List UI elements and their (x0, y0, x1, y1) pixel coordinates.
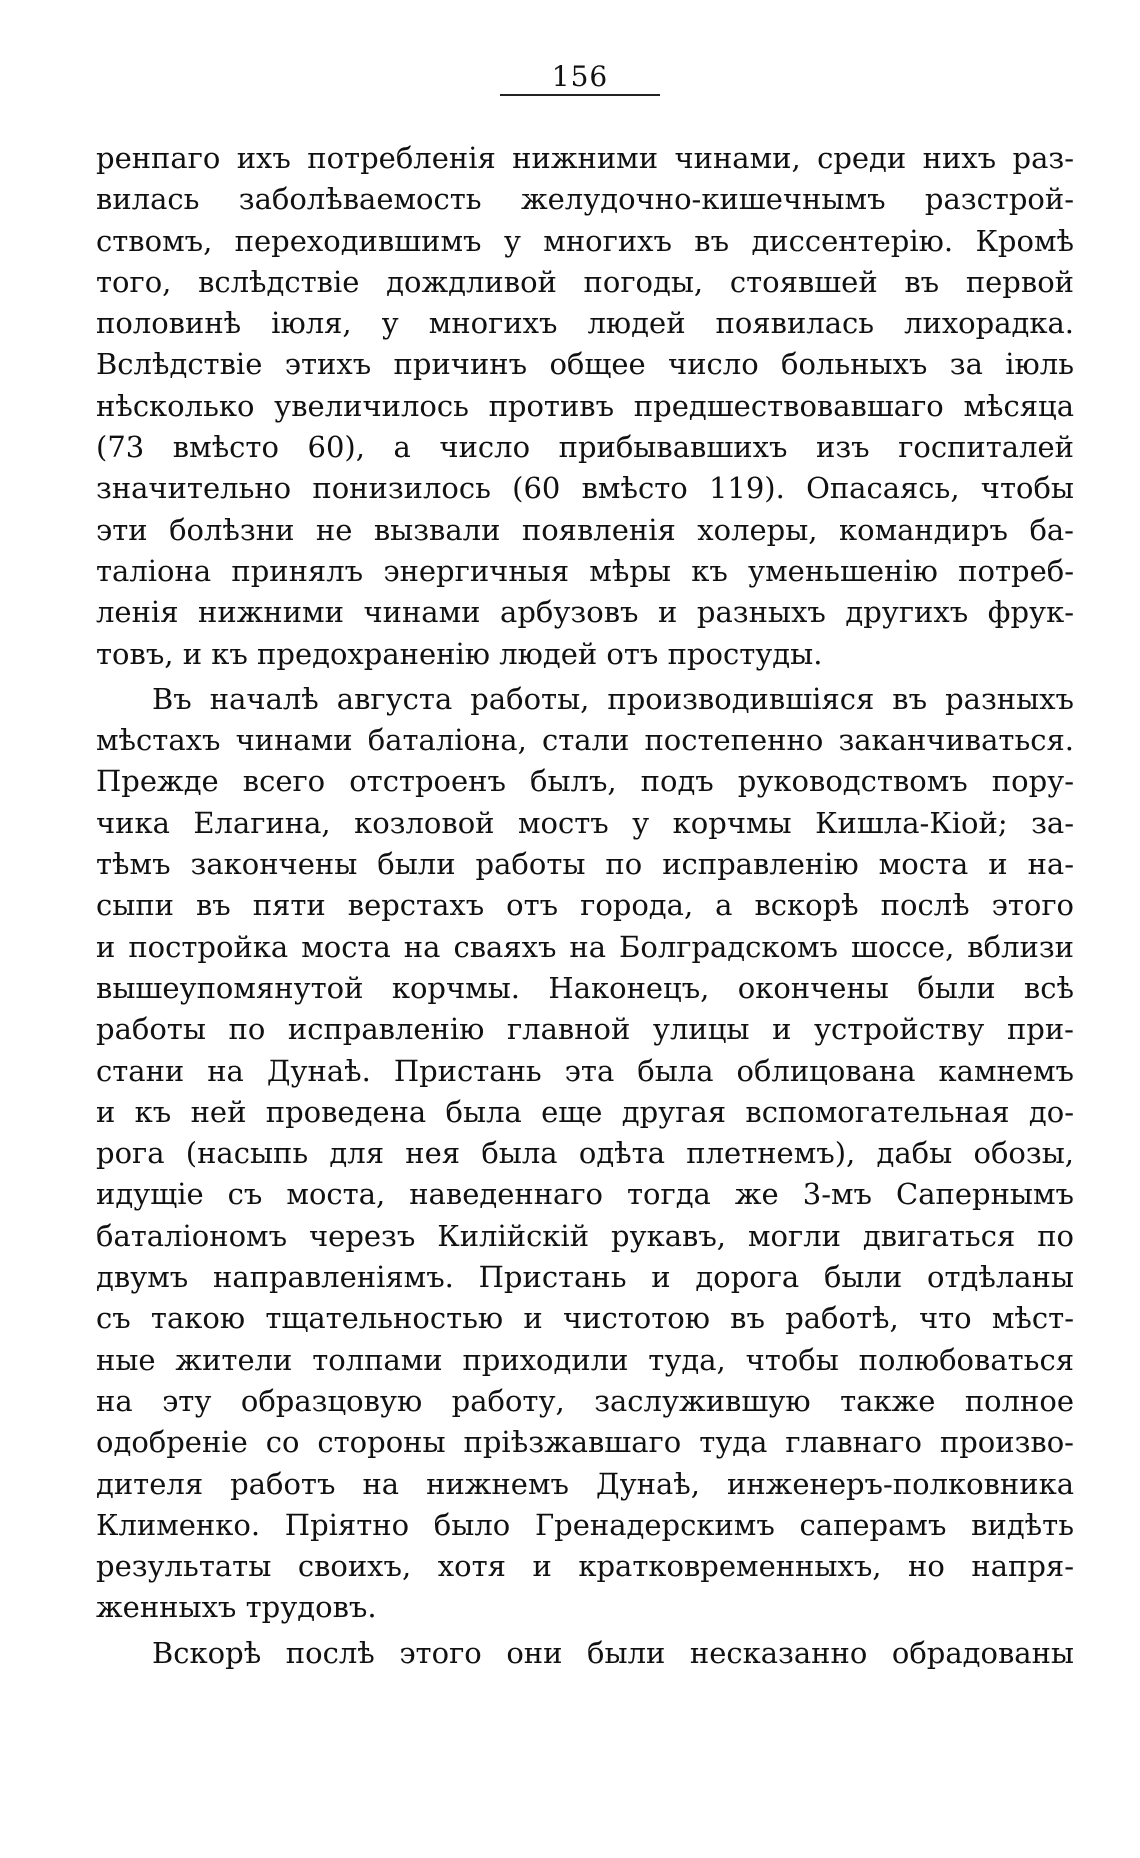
text-line: женныхъ трудовъ. (96, 1590, 377, 1625)
text-line: эти болѣзни не вызвали появленія холеры, командиръ ба- (96, 512, 1074, 547)
text-line: идущіе съ моста, наведеннаго тогда же 3-мъ Сапернымъ (96, 1177, 1074, 1212)
text-line: баталіономъ черезъ Килійскій рукавъ, могли двигаться по (96, 1218, 1074, 1253)
text-line: половинѣ іюля, у многихъ людей появилась лихорадка. (96, 306, 1074, 341)
paragraph-3 (96, 1633, 1074, 1674)
text-line: Вскорѣ послѣ этого они были несказанно обрадованы (152, 1635, 1074, 1670)
text-line: (73 вмѣсто 60), а число прибывавшихъ изъ госпиталей (96, 430, 1074, 465)
text-line: сыпи въ пяти верстахъ отъ города, а вскорѣ послѣ этого (96, 888, 1074, 923)
text-line: и къ ней проведена была еще другая вспомогательная до- (96, 1094, 1074, 1129)
text-line: ренпаго ихъ потребленія нижними чинами, среди нихъ раз- (96, 141, 1074, 175)
text-line: Прежде всего отстроенъ былъ, подъ руководствомъ пору- (96, 764, 1074, 799)
text-line: нѣсколько увеличилось противъ предшествовавшаго мѣсяца (96, 388, 1074, 423)
page-number-underline (500, 94, 660, 96)
text-line: ленія нижними чинами арбузовъ и разныхъ другихъ фрук- (96, 595, 1074, 630)
text-line: стани на Дунаѣ. Пристань эта была облицована камнемъ (96, 1053, 1074, 1088)
text-line: ствомъ, переходившимъ у многихъ въ диссентерію. Кромѣ (96, 223, 1074, 258)
text-line: дителя работъ на нижнемъ Дунаѣ, инженеръ-полковника (96, 1466, 1074, 1501)
paragraph-2 (96, 679, 1074, 1629)
text-line: чика Елагина, козловой мостъ у корчмы Кишла-Кіой; за- (96, 805, 1074, 840)
text-line: тѣмъ закончены были работы по исправленію моста и на- (96, 847, 1074, 882)
text-line: Клименко. Пріятно было Гренадерскимъ саперамъ видѣть (96, 1507, 1074, 1542)
text-line: ные жители толпами приходили туда, чтобы полюбоваться (96, 1342, 1074, 1377)
text-line: рога (насыпь для нея была одѣта плетнемъ), дабы обозы, (96, 1136, 1074, 1171)
text-line: значительно понизилось (60 вмѣсто 119). Опасаясь, чтобы (96, 471, 1074, 506)
body-text (96, 138, 1074, 1674)
text-line: двумъ направленіямъ. Пристань и дорога были отдѣланы (96, 1260, 1074, 1295)
text-line: на эту образцовую работу, заслужившую также полное (96, 1383, 1074, 1418)
text-line: таліона принялъ энергичныя мѣры къ уменьшенію потреб- (96, 553, 1074, 588)
text-line: одобреніе со стороны пріѣзжавшаго туда главнаго произво- (96, 1425, 1074, 1460)
text-line: вышеупомянутой корчмы. Наконецъ, окончены были всѣ (96, 970, 1074, 1005)
text-line: результаты своихъ, хотя и кратковременныхъ, но напря- (96, 1549, 1074, 1584)
text-line: мѣстахъ чинами баталіона, стали постепенно заканчиваться. (96, 723, 1074, 758)
page-number: 156 (551, 60, 609, 93)
text-line: съ такою тщательностью и чистотою въ работѣ, что мѣст- (96, 1301, 1074, 1336)
text-line: и постройка моста на сваяхъ на Болградскомъ шоссе, вблизи (96, 929, 1074, 964)
text-line: товъ, и къ предохраненію людей отъ простуды. (96, 636, 823, 671)
text-line: Въ началѣ августа работы, производившіяся въ разныхъ (152, 681, 1074, 716)
text-line: Вслѣдствіе этихъ причинъ общее число больныхъ за іюль (96, 347, 1074, 382)
page-header (500, 62, 660, 96)
paragraph-1 (96, 138, 1074, 675)
text-line: работы по исправленію главной улицы и устройству при- (96, 1012, 1074, 1047)
text-line: вилась заболѣваемость желудочно-кишечнымъ разстрой- (96, 182, 1074, 217)
text-line: того, вслѣдствіе дождливой погоды, стоявшей въ первой (96, 264, 1074, 299)
